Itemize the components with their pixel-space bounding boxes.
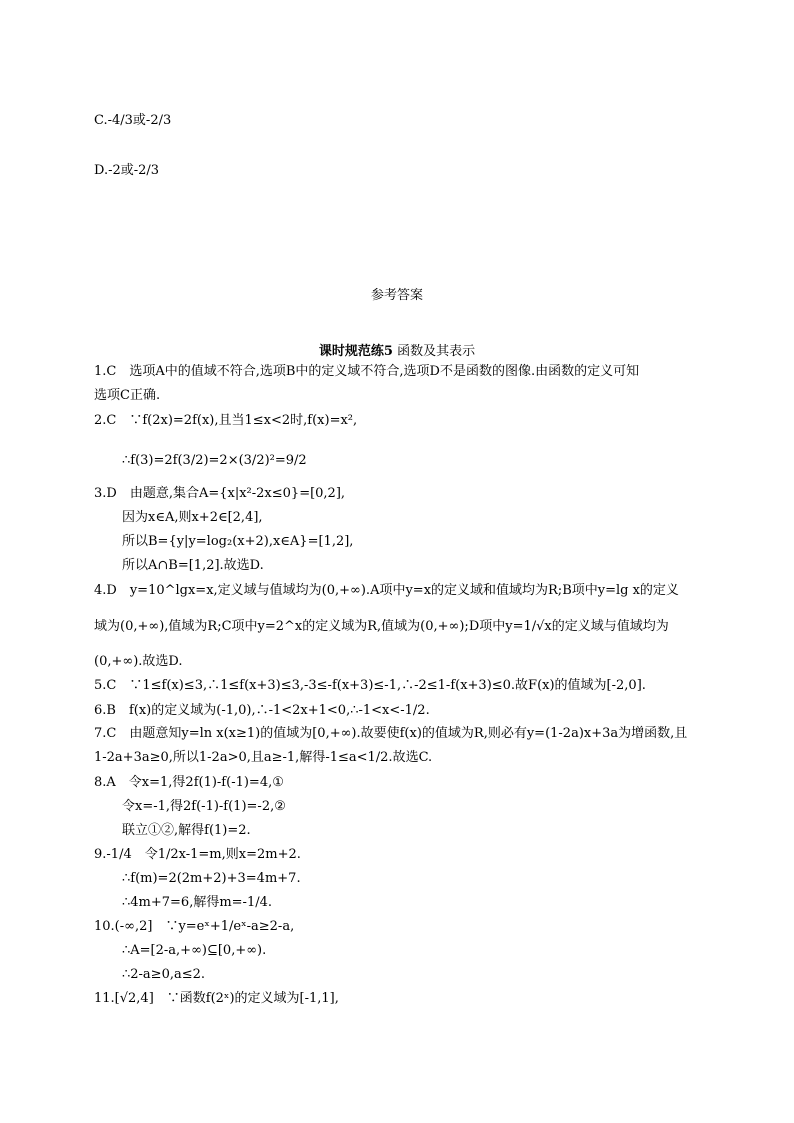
answer-line: 选项C正确. [94,388,161,403]
answer-line: 2.C ∵f(2x)=2f(x),且当1≤x<2时,f(x)=x², [94,413,358,428]
answer-line: ∴f(3)=2f(3/2)=2×(3/2)²=9/2 [122,453,307,468]
answer-line: 联立①②,解得f(1)=2. [122,823,251,838]
answer-line: 7.C 由题意知y=ln x(x≥1)的值域为[0,+∞).故要使f(x)的值域为R,则必有y=(1-2a)x+3a为增函数,且 [94,726,688,741]
answer-line: 因为x∈A,则x+2∈[2,4], [122,510,263,525]
answer-line: 域为(0,+∞),值域为R;C项中y=2^x的定义域为R,值域为(0,+∞);D项中y=1/√x的定义域与值域均为 [94,619,669,634]
answer-line: 8.A 令x=1,得2f(1)-f(-1)=4,① [94,775,284,790]
answer-line: 5.C ∵1≤f(x)≤3,∴1≤f(x+3)≤3,-3≤-f(x+3)≤-1,∴-2≤1-f(x+3)≤0.故F(x)的值域为[-2,0]. [94,678,646,693]
answer-line: 10.(-∞,2] ∵y=eˣ+1/eˣ-a≥2-a, [94,919,295,934]
option-d: D.-2或-2/3 [94,163,160,178]
answer-line: 9.-1/4 令1/2x-1=m,则x=2m+2. [94,847,301,862]
answer-line: 1-2a+3a≥0,所以1-2a>0,且a≥-1,解得-1≤a<1/2.故选C. [94,750,433,765]
answer-line: (0,+∞).故选D. [94,654,183,669]
answer-line: 1.C 选项A中的值域不符合,选项B中的定义域不符合,选项D不是函数的图像.由函数的定义可知 [94,364,640,379]
answer-line: 3.D 由题意,集合A={x|x²-2x≤0}=[0,2], [94,486,346,501]
page-subtitle [0,340,794,359]
answer-line: 6.B f(x)的定义域为(-1,0),∴-1<2x+1<0,∴-1<x<-1/2. [94,703,430,718]
answer-line: 所以A∩B=[1,2].故选D. [122,558,264,573]
answer-line: ∴f(m)=2(2m+2)+3=4m+7. [122,871,301,886]
section-title: 参考答案 [370,288,423,303]
answer-line: 4.D y=10^lgx=x,定义域与值域均为(0,+∞).A项中y=x的定义域和值域均为R;B项中y=lg x的定义 [94,583,679,598]
answer-line: ∴A=[2-a,+∞)⊆[0,+∞). [122,943,267,958]
subtitle-rest: 函数及其表示 [397,344,476,359]
answer-line: ∴4m+7=6,解得m=-1/4. [122,895,272,910]
option-c: C.-4/3或-2/3 [94,113,172,128]
answer-line: ∴2-a≥0,a≤2. [122,967,206,982]
answer-line: 令x=-1,得2f(-1)-f(1)=-2,② [122,799,286,814]
subtitle-bold: 课时规范练5 [318,344,393,359]
answer-line: 所以B={y|y=log₂(x+2),x∈A}=[1,2], [122,534,354,549]
answer-line: 11.[√2,4] ∵函数f(2ˣ)的定义域为[-1,1], [94,991,339,1006]
